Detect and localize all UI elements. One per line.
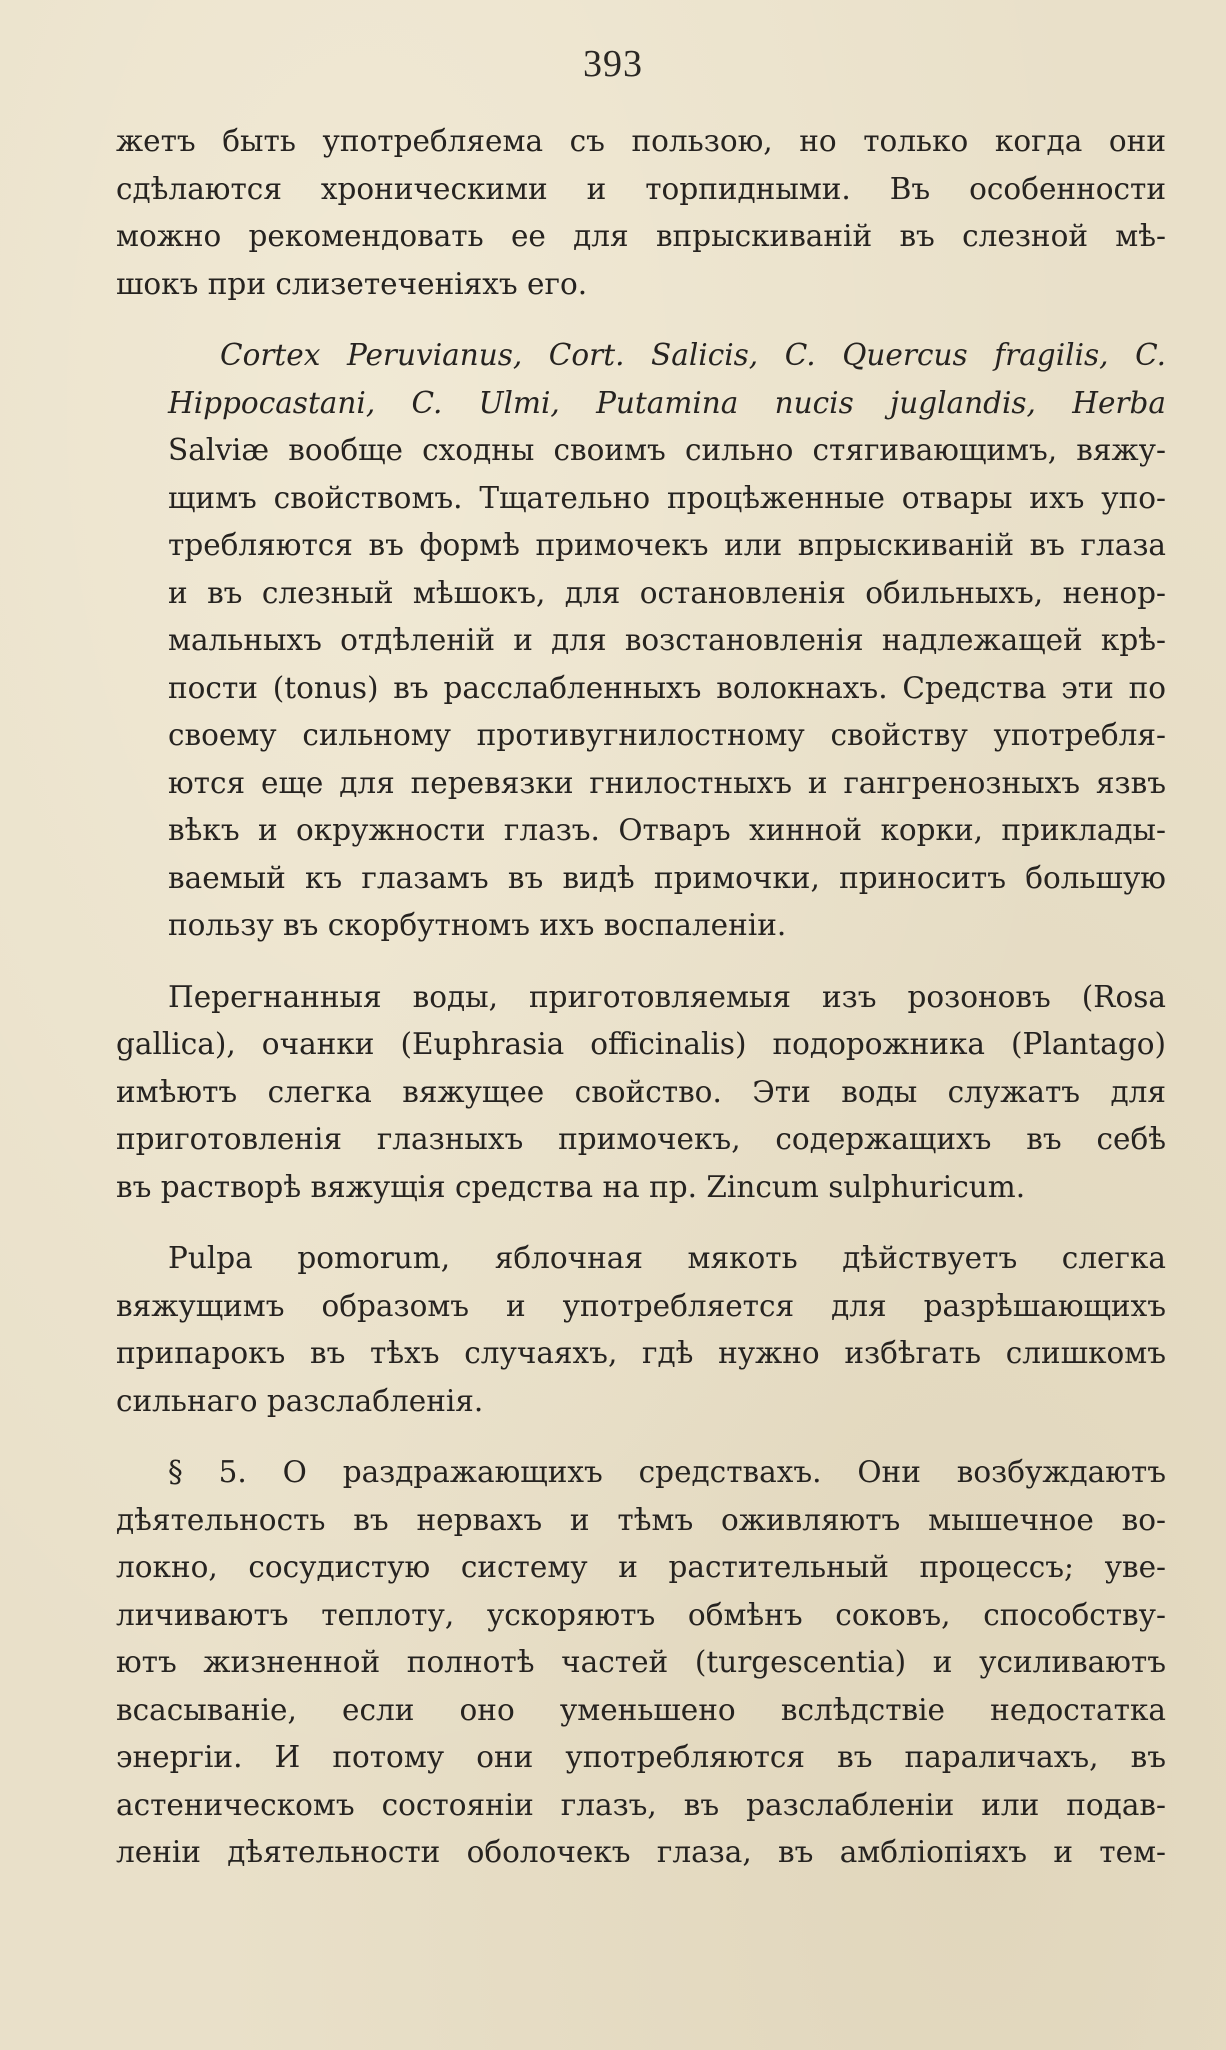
- text-line: Cortex Peruvianus, Cort. Salicis, C. Quercus fragilis, C.: [220, 338, 1166, 372]
- text-line: сдѣлаются хроническими и торпидными. Въ особенности: [116, 171, 1166, 206]
- text-line: мальныхъ отдѣленій и для возстановленія надлежащей крѣ-: [168, 623, 1166, 657]
- text-line: gallica), очанки (Euphrasia officinalis) подорожника (Plantago): [116, 1027, 1166, 1061]
- text-line: можно рекомендовать ее для впрыскиваній въ слезной мѣ-: [116, 219, 1166, 253]
- text-line: всасываніе, если оно уменьшено вслѣдствіе недостатка: [116, 1692, 1166, 1727]
- text-line: леніи дѣятельности оболочекъ глаза, въ амбліопіяхъ и тем-: [116, 1835, 1166, 1869]
- text-line: Hippocastani, C. Ulmi, Putamina nucis juglandis, Herba: [168, 385, 1166, 420]
- text-line: пользу въ скорбутномъ ихъ воспаленіи.: [168, 908, 787, 942]
- text-line: личиваютъ теплоту, ускоряютъ обмѣнъ соковъ, способству-: [116, 1597, 1166, 1632]
- text-line: и въ слезный мѣшокъ, для остановленія обильныхъ, ненор-: [168, 575, 1166, 610]
- text-line: припарокъ въ тѣхъ случаяхъ, гдѣ нужно избѣгать слишкомъ: [116, 1336, 1166, 1370]
- text-line: § 5. О раздражающихъ средствахъ. Они возбуждаютъ: [168, 1455, 1166, 1489]
- text-line: своему сильному противугнилостному свойству употребля-: [168, 718, 1166, 752]
- text-body: [116, 118, 1166, 1901]
- text-line: Перегнанныя воды, приготовляемыя изъ розоновъ (Rosa: [168, 979, 1166, 1014]
- text-line: Pulpa pomorum, яблочная мякоть дѣйствуетъ слегка: [168, 1241, 1166, 1275]
- text-line: ютъ жизненной полнотѣ частей (turgescentia) и усиливаютъ: [116, 1645, 1166, 1679]
- text-line: ваемый къ глазамъ въ видѣ примочки, приноситъ большую: [168, 860, 1166, 895]
- text-line: имѣютъ слегка вяжущее свойство. Эти воды служатъ для: [116, 1074, 1166, 1109]
- paragraph-5: [116, 1449, 1166, 1877]
- text-line: ются еще для перевязки гнилостныхъ и гангренозныхъ язвъ: [168, 765, 1166, 800]
- text-line: сильнаго разслабленія.: [116, 1383, 484, 1418]
- text-line: энергіи. И потому они употребляются въ параличахъ, въ: [116, 1740, 1166, 1774]
- text-line: щимъ свойствомъ. Тщательно процѣженные отвары ихъ упо-: [168, 480, 1166, 515]
- text-line: вѣкъ и окружности глазъ. Отваръ хинной корки, приклады-: [168, 813, 1166, 847]
- paragraph-3: [116, 974, 1166, 1212]
- text-line: пости (tonus) въ расслабленныхъ волокнахъ. Средства эти по: [168, 670, 1166, 705]
- paragraph-1: [116, 118, 1166, 308]
- text-line: требляются въ формѣ примочекъ или впрыскиваній въ глаза: [168, 528, 1166, 562]
- text-line: дѣятельность въ нервахъ и тѣмъ оживляютъ мышечное во-: [116, 1502, 1166, 1537]
- text-line: приготовленія глазныхъ примочекъ, содержащихъ въ себѣ: [116, 1122, 1166, 1156]
- text-line: въ растворѣ вяжущія средства на пр. Zincum sulphuricum.: [116, 1169, 1026, 1204]
- text-line: вяжущимъ образомъ и употребляется для разрѣшающихъ: [116, 1288, 1166, 1323]
- text-line: жетъ быть употребляема съ пользою, но только когда они: [116, 124, 1166, 158]
- text-line: шокъ при слизетеченіяхъ его.: [116, 266, 588, 301]
- text-line: локно, сосудистую систему и растительный процессъ; уве-: [116, 1550, 1166, 1584]
- text-line: астеническомъ состояніи глазъ, въ разслабленіи или подав-: [116, 1787, 1166, 1822]
- text-line: Salviæ вообще сходны своимъ сильно стягивающимъ, вяжу-: [168, 433, 1166, 467]
- paragraph-4: [116, 1235, 1166, 1425]
- paragraph-2: [116, 332, 1166, 950]
- page-number: 393: [583, 43, 643, 85]
